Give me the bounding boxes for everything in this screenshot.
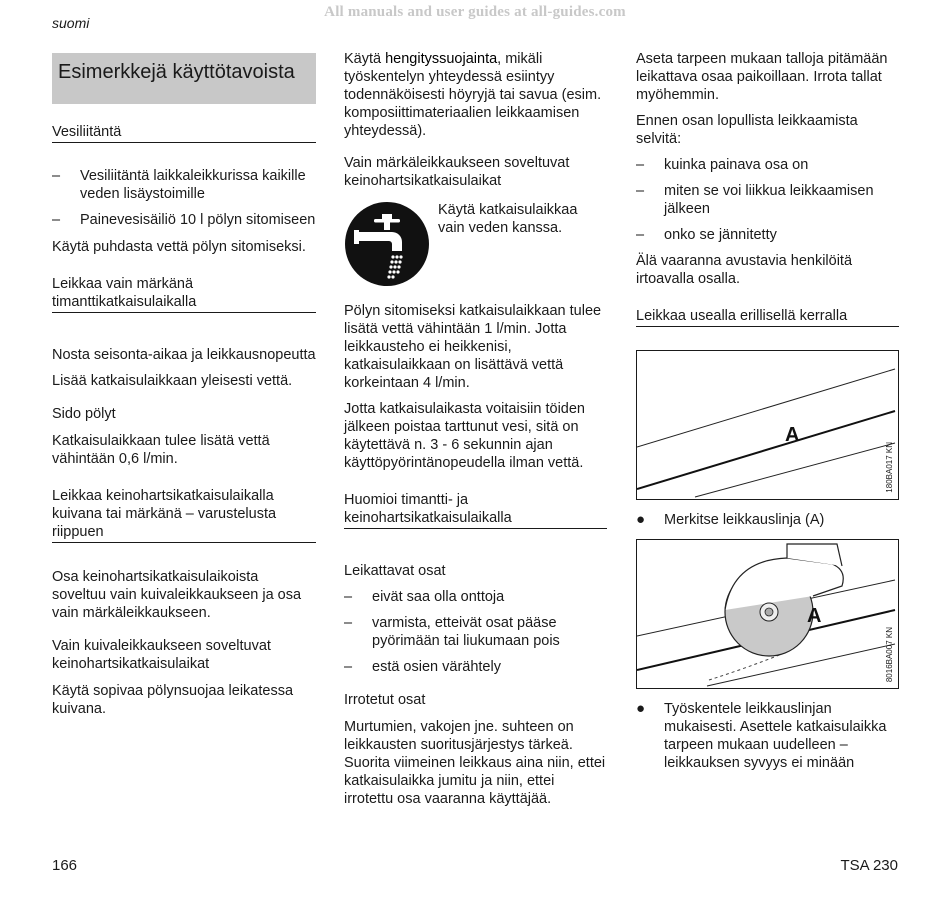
multi-pass-heading: Leikkaa usealla erillisellä kerralla — [636, 307, 899, 327]
fig2-code: 8016BA007 KN — [885, 626, 894, 682]
dry-only-text: Käytä sopivaa pölynsuojaa leikatessa kuivana. — [52, 683, 294, 717]
figure-cut-along-line — [636, 539, 899, 689]
spin-dry-paragraph: Jotta katkaisulaikasta voitaisiin töiden jälkeen poistaa tarttunut vesi, sitä on käytettävä n. 3 - 6 sekunnin ajan käyttöpyörintänopeudella ilman vettä. — [344, 401, 585, 471]
increase-text: Lisää katkaisulaikkaan yleisesti vettä. — [52, 373, 293, 389]
figure-mark-line — [636, 350, 899, 500]
list-item: – miten se voi liikkua leikkaamisen jälkeen — [636, 183, 874, 217]
water-only-text: Käytä katkaisulaikkaa vain veden kanssa. — [438, 202, 578, 236]
helpers-warning: Älä vaaranna avustavia henkilöitä irtoavalla osalla. — [636, 253, 853, 287]
resin-heading: Leikkaa keinohartsikatkaisulaikalla kuivana tai märkänä – varustelusta riippuen — [52, 487, 316, 543]
resin-text: Osa keinohartsikatkaisulaikoista soveltuu vain kuivaleikkaukseen ja osa vain märkäleikkaukseen. — [52, 569, 302, 621]
list-item: ● Työskentele leikkauslinjan mukaisesti. Asettele katkaisulaikka tarpeen mukaan uudelleen – leikkauksen syvyys ei minään — [636, 700, 887, 771]
work-list — [636, 700, 899, 772]
respirator-emphasis: hengityssuojainta — [385, 51, 498, 67]
list-item: – estä osien värähtely — [344, 659, 501, 675]
list-item: – onko se jännitetty — [636, 227, 777, 243]
list-item: – varmista, etteivät osat pääse pyörimään tai liukumaan pois — [344, 615, 560, 649]
list-item: – Painevesisäiliö 10 l pölyn sitomiseen — [52, 212, 316, 228]
wet-only-heading: Vain märkäleikkaukseen soveltuvat keinohartsikatkaisulaikat — [344, 155, 570, 189]
water-connection-list — [52, 167, 316, 229]
section-title: Esimerkkejä käyttötavoista — [52, 53, 316, 104]
water-only-notice — [344, 201, 607, 291]
mark-list — [636, 511, 899, 529]
water-text: Käytä puhdasta vettä pölyn sitomiseksi. — [52, 239, 306, 255]
before-cutting-list — [636, 156, 899, 244]
model-name: TSA 230 — [840, 857, 898, 874]
cut-line-illustration — [637, 351, 897, 498]
list-item: – kuinka painava osa on — [636, 157, 809, 173]
cut-parts-heading: Irrotetut osat — [344, 692, 426, 708]
parts-list — [344, 588, 607, 676]
fig1-code: 180BA017 KN — [885, 442, 894, 493]
list-item: – eivät saa olla onttoja — [344, 589, 505, 605]
note-heading: Huomioi timantti- ja keinohartsikatkaisulaikalla — [344, 491, 607, 529]
cut-parts-text: Murtumien, vakojen jne. suhteen on leikkausten suoritusjärjestys tärkeä. Suorita viimeinen leikkaus aina niin, ettei katkaisulaikka jumitu ja niin, ettei irrotettu osa vaaranna käyttäjää. — [344, 719, 606, 807]
support-text: Aseta tarpeen mukaan talloja pitämään leikattava osaa paikoillaan. Irrota tallat myöhemmin. — [636, 51, 888, 103]
watermark: All manuals and user guides at all-guides.com — [324, 4, 626, 20]
increase-heading: Nosta seisonta-aikaa ja leikkausnopeutta — [52, 347, 316, 363]
wet-diamond-heading: Leikkaa vain märkänä timanttikatkaisulaikalla — [52, 275, 316, 313]
list-item: – Vesiliitäntä laikkaleikkurissa kaikille veden lisäystoimille — [52, 168, 306, 202]
water-tap-icon — [344, 201, 430, 287]
column-2 — [344, 50, 607, 808]
parts-heading: Leikattavat osat — [344, 563, 446, 579]
respirator-paragraph: Käytä hengityssuojainta, mikäli työskentelyn yhteydessä esiintyy todennäköisesti höyryjä tai savua (esim. komposiittimateriaalien leikkaamisen yhteydessä). — [344, 51, 602, 139]
water-flow-paragraph: Pölyn sitomiseksi katkaisulaikkaan tulee lisätä vettä vähintään 1 l/min. Jotta leikkausteho ei heikkenisi, katkaisulaikkaan on lisättävä vettä korkeintaan 4 l/min. — [344, 303, 602, 391]
water-connection-heading: Vesiliitäntä — [52, 123, 316, 143]
before-cutting-text: Ennen osan lopullista leikkaamista selvitä: — [636, 113, 858, 147]
saw-cutting-illustration — [637, 540, 897, 687]
page-number: 166 — [52, 857, 78, 874]
column-3 — [636, 50, 899, 772]
dry-only-heading: Vain kuivaleikkaukseen soveltuvat keinohartsikatkaisulaikat — [52, 638, 271, 672]
column-1 — [52, 50, 316, 718]
dust-text: Katkaisulaikkaan tulee lisätä vettä vähintään 0,6 l/min. — [52, 433, 270, 467]
language-label: suomi — [52, 15, 90, 31]
fig1-label-a: A — [785, 424, 800, 446]
fig2-label-a: A — [807, 605, 822, 627]
list-item: ● Merkitse leikkauslinja (A) — [636, 511, 825, 528]
dust-heading: Sido pölyt — [52, 406, 116, 422]
